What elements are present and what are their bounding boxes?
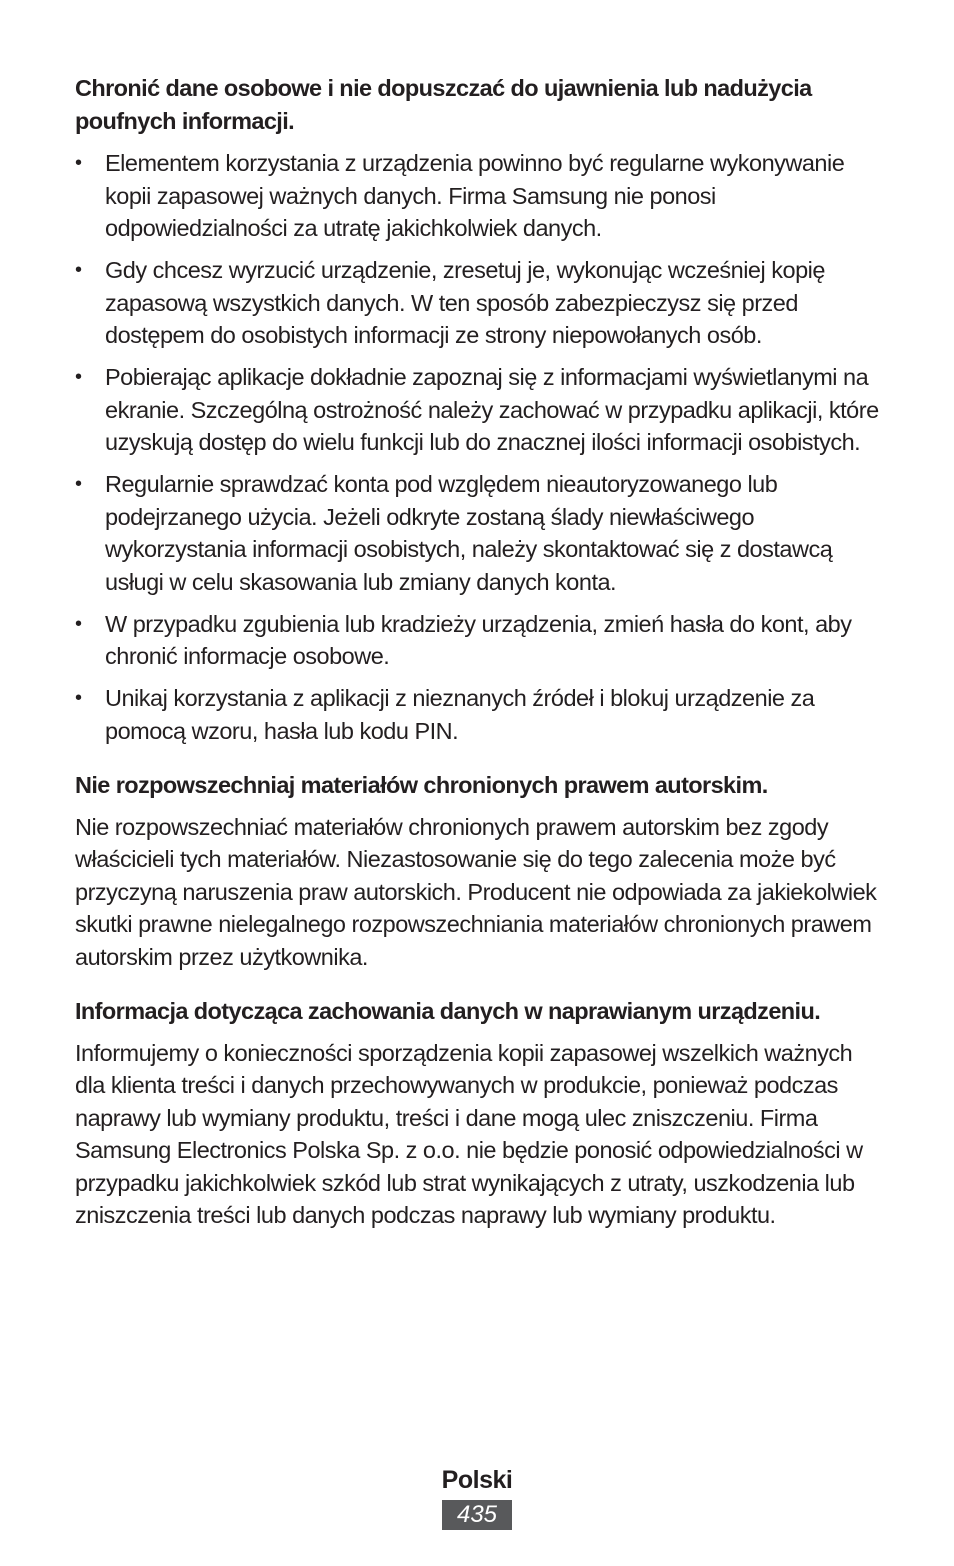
section-heading: Nie rozpowszechniaj materiałów chronionych prawem autorskim.	[75, 772, 768, 798]
section-personal-data	[75, 72, 887, 747]
list-item	[75, 468, 887, 598]
section-heading: Informacja dotycząca zachowania danych w naprawianym urządzeniu.	[75, 998, 821, 1024]
bullet-list	[75, 147, 887, 747]
list-item-text: Unikaj korzystania z aplikacji z nieznanych źródeł i blokuj urządzenie za pomocą wzoru, hasła lub kodu PIN.	[105, 685, 815, 744]
list-item-text: Gdy chcesz wyrzucić urządzenie, zresetuj je, wykonując wcześniej kopię zapasową wszystkich danych. W ten sposób zabezpieczysz się przed dostępem do osobistych informacji ze strony niepowołanych osób.	[105, 257, 825, 348]
list-item	[75, 254, 887, 352]
bullet-icon: •	[75, 259, 82, 281]
section-heading: Chronić dane osobowe i nie dopuszczać do ujawnienia lub nadużycia poufnych informacji.	[75, 75, 812, 134]
page-footer	[0, 1464, 954, 1530]
page-number-badge: 435	[442, 1500, 512, 1530]
bullet-icon: •	[75, 473, 82, 495]
list-item	[75, 608, 887, 673]
list-item-text: Elementem korzystania z urządzenia powinno być regularne wykonywanie kopii zapasowej ważnych danych. Firma Samsung nie ponosi odpowiedzialności za utratę jakichkolwiek danych.	[105, 150, 845, 241]
bullet-icon: •	[75, 612, 82, 635]
section-paragraph: Informujemy o konieczności sporządzenia kopii zapasowej wszelkich ważnych dla klienta treści i danych przechowywanych w produkcie, ponieważ podczas naprawy lub wymiany produktu, treści i dane mogą ulec zniszczeniu. Firma Samsung Electronics Polska Sp. z o.o. nie będzie ponosić odpowiedzialności w przypadku jakichkolwiek szkód lub strat wynikających z utraty, uszkodzenia lub zniszczenia treści lub danych podczas naprawy lub wymiany produktu.	[75, 1039, 863, 1228]
list-item	[75, 147, 887, 245]
bullet-icon: •	[75, 366, 82, 388]
list-item-text: Pobierając aplikacje dokładnie zapoznaj się z informacjami wyświetlanymi na ekranie. Szczególną ostrożność należy zachować w przypadku aplikacji, które uzyskują dostęp do wielu funkcji lub do znacznej ilości informacji osobistych.	[105, 364, 879, 455]
section-copyright	[75, 769, 887, 973]
page-content	[75, 72, 887, 1232]
bullet-icon: •	[75, 687, 82, 709]
list-item	[75, 361, 887, 459]
list-item	[75, 682, 887, 747]
bullet-icon: •	[75, 152, 82, 174]
list-item-text: Regularnie sprawdzać konta pod względem nieautoryzowanego lub podejrzanego użycia. Jeżeli odkryte zostaną ślady niewłaściwego wykorzystania informacji osobistych, należy skontaktować się z dostawcą usługi w celu skasowania lub zmiany danych konta.	[105, 471, 833, 595]
list-item-text: W przypadku zgubienia lub kradzieży urządzenia, zmień hasła do kont, aby chronić informacje osobowe.	[105, 610, 852, 669]
section-paragraph: Nie rozpowszechniać materiałów chronionych prawem autorskim bez zgody właścicieli tych materiałów. Niezastosowanie się do tego zalecenia może być przyczyną naruszenia praw autorskich. Producent nie odpowiada za jakiekolwiek skutki prawne nielegalnego rozpowszechniania materiałów chronionych prawem autorskim przez użytkownika.	[75, 813, 877, 970]
footer-language-label: Polski	[441, 1466, 513, 1494]
section-data-retention	[75, 995, 887, 1232]
